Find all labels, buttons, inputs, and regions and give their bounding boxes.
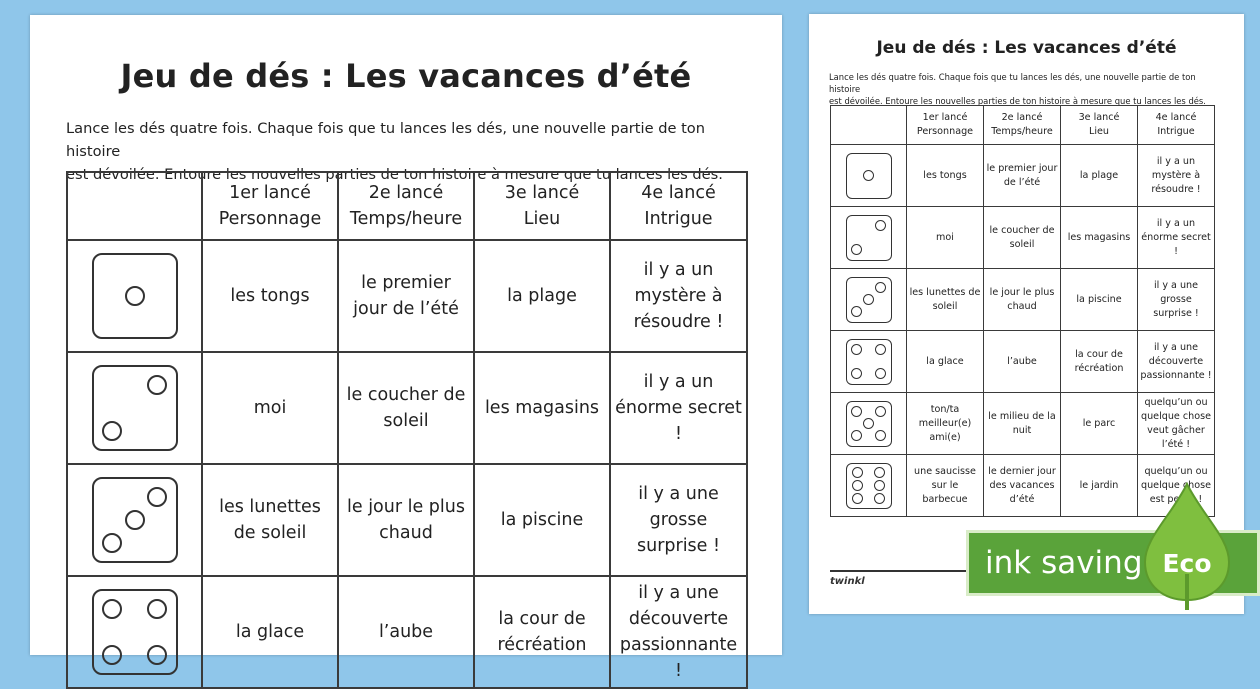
- die-pip: [125, 286, 145, 306]
- die-pip: [851, 406, 862, 417]
- die-face-3-icon: [846, 277, 892, 323]
- table-row: [831, 331, 1215, 393]
- die-cell: [67, 240, 202, 352]
- die-pip: [875, 368, 886, 379]
- table-cell: la piscine: [1061, 269, 1138, 331]
- table-cell: les lunettes de soleil: [202, 464, 338, 576]
- die-pip: [852, 480, 863, 491]
- die-pip: [102, 645, 122, 665]
- brand-logo: twinkl: [830, 576, 865, 587]
- die-face-2-icon: [92, 365, 178, 451]
- table-cell: les magasins: [1061, 207, 1138, 269]
- table-cell: la glace: [907, 331, 984, 393]
- die-face-1-icon: [846, 153, 892, 199]
- header-cell: 4e lancé Intrigue: [1138, 106, 1215, 145]
- die-pip: [875, 344, 886, 355]
- table-cell: le dernier jour des vacances d’été: [984, 455, 1061, 517]
- die-pip: [102, 533, 122, 553]
- table-row: [831, 207, 1215, 269]
- die-face-6-icon: [846, 463, 892, 509]
- die-pip: [851, 306, 862, 317]
- dice-table: [66, 171, 748, 689]
- header-cell: 4e lancé Intrigue: [610, 172, 747, 240]
- header-cell: 1er lancé Personnage: [202, 172, 338, 240]
- die-pip: [102, 421, 122, 441]
- die-face-4-icon: [92, 589, 178, 675]
- die-pip: [875, 282, 886, 293]
- die-pip: [851, 344, 862, 355]
- ink-saving-label: ink saving: [985, 545, 1143, 581]
- die-face-4-icon: [846, 339, 892, 385]
- die-cell: [67, 576, 202, 688]
- instructions-line-2: est dévoilée. Entoure les nouvelles parties de ton histoire à mesure que tu lances les dés.: [66, 166, 723, 183]
- table-cell: le coucher de soleil: [338, 352, 474, 464]
- die-pip: [874, 480, 885, 491]
- table-cell: le coucher de soleil: [984, 207, 1061, 269]
- header-cell: 3e lancé Lieu: [474, 172, 610, 240]
- die-pip: [852, 493, 863, 504]
- table-cell: ton/ta meilleur(e) ami(e): [907, 393, 984, 455]
- page-title: Jeu de dés : Les vacances d’été: [876, 38, 1177, 58]
- table-cell: il y a une découverte passionnante !: [610, 576, 747, 688]
- table-cell: quelqu’un ou quelque chose veut gâcher l’été !: [1138, 393, 1215, 455]
- table-row: [67, 576, 747, 688]
- die-cell: [831, 145, 907, 207]
- die-pip: [147, 599, 167, 619]
- eco-leaf-icon: [1141, 482, 1233, 610]
- table-cell: il y a un mystère à résoudre !: [1138, 145, 1215, 207]
- table-row: [831, 393, 1215, 455]
- die-face-5-icon: [846, 401, 892, 447]
- table-cell: le jardin: [1061, 455, 1138, 517]
- die-cell: [831, 269, 907, 331]
- table-cell: il y a un mystère à résoudre !: [610, 240, 747, 352]
- die-face-1-icon: [92, 253, 178, 339]
- die-pip: [863, 170, 874, 181]
- table-cell: il y a un énorme secret !: [610, 352, 747, 464]
- table-cell: les lunettes de soleil: [907, 269, 984, 331]
- header-cell: 1er lancé Personnage: [907, 106, 984, 145]
- die-cell: [67, 464, 202, 576]
- die-cell: [831, 393, 907, 455]
- die-pip: [147, 487, 167, 507]
- page-title: Jeu de dés : Les vacances d’été: [120, 57, 692, 95]
- die-pip: [851, 244, 862, 255]
- die-pip: [851, 368, 862, 379]
- die-pip: [874, 467, 885, 478]
- table-row: [831, 269, 1215, 331]
- header-empty: [831, 106, 907, 145]
- die-pip: [874, 493, 885, 504]
- die-cell: [831, 455, 907, 517]
- instructions: [829, 71, 1229, 107]
- table-cell: moi: [907, 207, 984, 269]
- table-cell: le milieu de la nuit: [984, 393, 1061, 455]
- table-cell: il y a une grosse surprise !: [1138, 269, 1215, 331]
- header-cell: 3e lancé Lieu: [1061, 106, 1138, 145]
- die-cell: [67, 352, 202, 464]
- die-face-2-icon: [846, 215, 892, 261]
- die-pip: [875, 430, 886, 441]
- die-face-3-icon: [92, 477, 178, 563]
- die-pip: [147, 375, 167, 395]
- header-row: [67, 172, 747, 240]
- table-cell: la plage: [1061, 145, 1138, 207]
- die-pip: [147, 645, 167, 665]
- die-pip: [875, 220, 886, 231]
- instructions-line-1: Lance les dés quatre fois. Chaque fois que tu lances les dés, une nouvelle partie de ton histoire: [829, 72, 1196, 94]
- dice-table: [830, 105, 1215, 517]
- die-cell: [831, 207, 907, 269]
- table-row: [67, 352, 747, 464]
- table-row: [67, 240, 747, 352]
- table-cell: la plage: [474, 240, 610, 352]
- table-cell: les tongs: [907, 145, 984, 207]
- table-cell: les tongs: [202, 240, 338, 352]
- header-empty: [67, 172, 202, 240]
- die-pip: [102, 599, 122, 619]
- table-cell: il y a une grosse surprise !: [610, 464, 747, 576]
- worksheet-page-large: [30, 15, 782, 681]
- table-cell: la cour de récréation: [474, 576, 610, 688]
- die-pip: [852, 467, 863, 478]
- table-cell: la cour de récréation: [1061, 331, 1138, 393]
- table-cell: le parc: [1061, 393, 1138, 455]
- header-row: [831, 106, 1215, 145]
- table-cell: une saucisse sur le barbecue: [907, 455, 984, 517]
- table-cell: l’aube: [338, 576, 474, 688]
- header-cell: 2e lancé Temps/heure: [338, 172, 474, 240]
- table-cell: la piscine: [474, 464, 610, 576]
- die-pip: [863, 294, 874, 305]
- die-pip: [863, 418, 874, 429]
- table-cell: le premier jour de l’été: [984, 145, 1061, 207]
- die-pip: [875, 406, 886, 417]
- instructions-line-1: Lance les dés quatre fois. Chaque fois que tu lances les dés, une nouvelle partie de ton histoire: [66, 120, 705, 160]
- instructions-line-2: est dévoilée. Entoure les nouvelles parties de ton histoire à mesure que tu lances les dés.: [829, 96, 1206, 106]
- table-cell: l’aube: [984, 331, 1061, 393]
- table-cell: le jour le plus chaud: [984, 269, 1061, 331]
- table-cell: les magasins: [474, 352, 610, 464]
- table-cell: la glace: [202, 576, 338, 688]
- die-pip: [851, 430, 862, 441]
- table-cell: le jour le plus chaud: [338, 464, 474, 576]
- table-cell: il y a une découverte passionnante !: [1138, 331, 1215, 393]
- table-row: [67, 464, 747, 576]
- eco-label: Eco: [1162, 549, 1212, 578]
- table-cell: il y a un énorme secret !: [1138, 207, 1215, 269]
- table-cell: le premier jour de l’été: [338, 240, 474, 352]
- table-cell: quelqu’un ou quelque chose est perdu !: [1138, 455, 1215, 517]
- die-pip: [125, 510, 145, 530]
- table-cell: moi: [202, 352, 338, 464]
- die-cell: [831, 331, 907, 393]
- header-cell: 2e lancé Temps/heure: [984, 106, 1061, 145]
- table-row: [831, 145, 1215, 207]
